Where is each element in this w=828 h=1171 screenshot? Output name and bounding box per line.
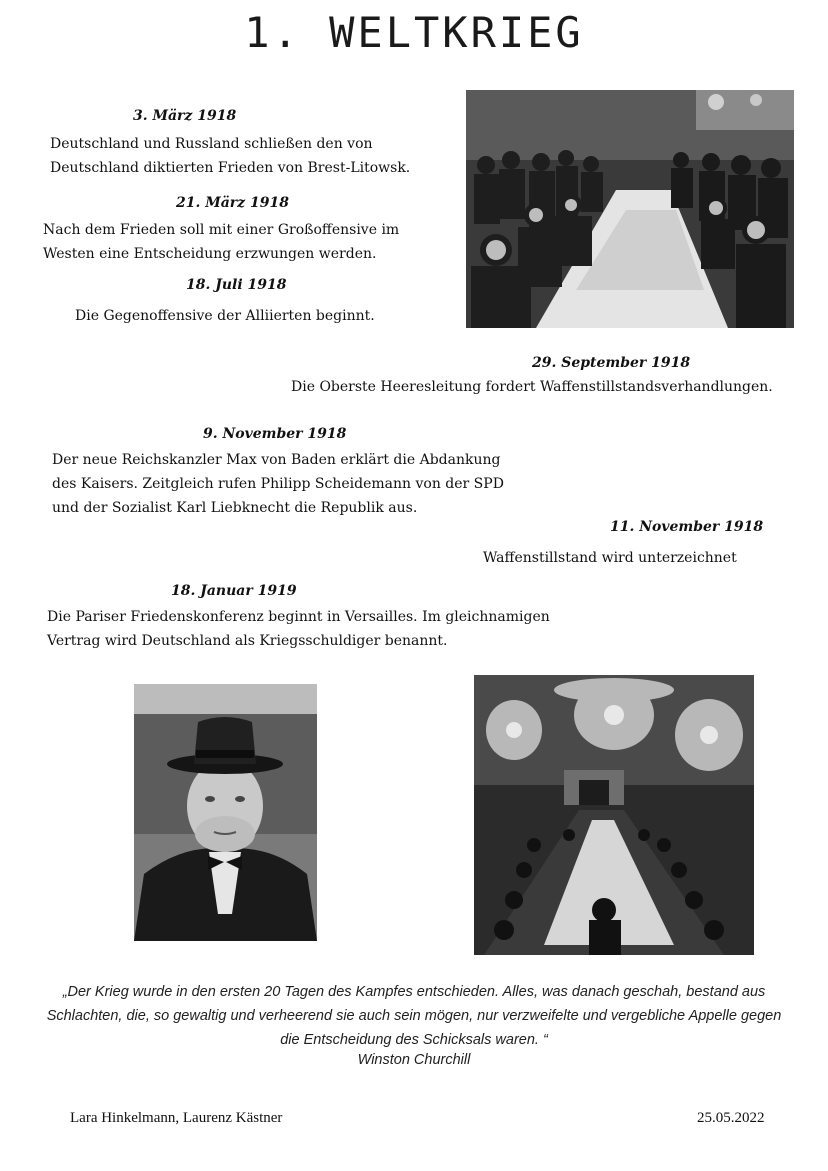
event-text: Deutschland und Russland schließen den von Deutschland diktierten Frieden von Brest-Litowsk. — [50, 136, 411, 176]
event-date: 11. November 1918 — [610, 519, 764, 535]
event-text: Die Oberste Heeresleitung fordert Waffenstillstandsverhandlungen. — [291, 379, 773, 395]
event-text: Waffenstillstand wird unterzeichnet — [483, 550, 737, 566]
versailles-conference-photo — [474, 675, 754, 955]
event-date: 29. September 1918 — [532, 355, 691, 371]
footer-authors: Lara Hinkelmann, Laurenz Kästner — [70, 1110, 283, 1126]
brest-litowsk-negotiation-photo — [466, 90, 794, 328]
event-date: 18. Juli 1918 — [186, 277, 287, 293]
churchill-quote: „Der Krieg wurde in den ersten 20 Tagen des Kampfes entschieden. Alles, was danach geschah, bestand aus Schlachten, die, so gewaltig und verheerend sie auch sein mögen, nur verzweifelte und vergebliche Appelle gegen die Entscheidung des Schicksals waren. “ — [46, 984, 782, 1048]
footer-date: 25.05.2022 — [697, 1110, 765, 1126]
event-text: Die Pariser Friedenskonferenz beginnt in Versailles. Im gleichnamigen Vertrag wird Deutschland als Kriegsschuldiger benannt. — [47, 609, 550, 649]
event-date: 21. März 1918 — [176, 195, 289, 211]
event-date: 9. November 1918 — [203, 426, 347, 442]
churchill-portrait-photo — [134, 684, 317, 941]
event-date: 3. März 1918 — [133, 108, 237, 124]
event-text: Nach dem Frieden soll mit einer Großoffensive im Westen eine Entscheidung erzwungen werden. — [43, 222, 400, 262]
event-text: Die Gegenoffensive der Alliierten beginnt. — [75, 308, 375, 324]
quote-author: Winston Churchill — [357, 1052, 471, 1068]
event-text: Der neue Reichskanzler Max von Baden erklärt die Abdankung des Kaisers. Zeitgleich rufen Philipp Scheidemann von der SPD und der Sozialist Karl Liebknecht die Republik aus. — [52, 452, 504, 516]
event-date: 18. Januar 1919 — [171, 583, 297, 599]
page-title: 1. WELTKRIEG — [244, 8, 584, 57]
